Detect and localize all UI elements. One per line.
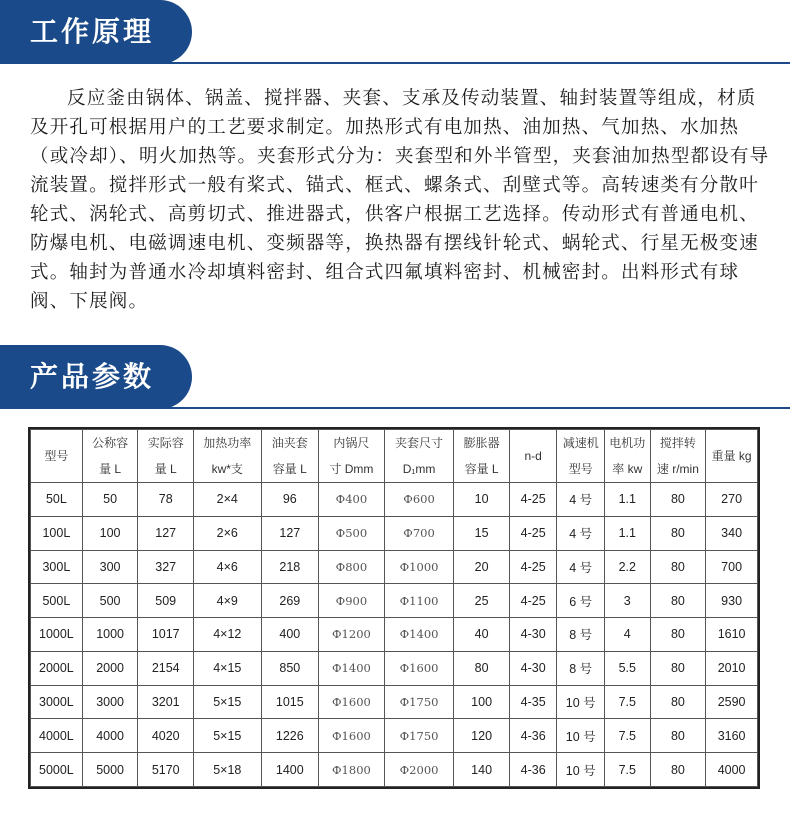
table-row [31,516,758,550]
table-cell: 500 [82,584,138,618]
table-cell: Ф1400 [319,651,385,685]
column-header-line: 型号 [44,449,69,463]
table-cell: 7.5 [604,719,650,753]
table-cell: Ф500 [319,516,385,550]
table-cell: 3000 [82,685,138,719]
table-row [31,753,758,787]
product-params-table [28,427,760,789]
table-row [31,584,758,618]
table-cell: Ф800 [319,550,385,584]
column-header [384,430,454,483]
column-header [604,430,650,483]
table-cell: 2000 [82,651,138,685]
table-cell: 80 [650,685,706,719]
table-row [31,618,758,652]
column-header-line: 电机功 [609,436,646,450]
table-cell: 10 号 [557,753,605,787]
table-cell: 2×4 [194,483,261,517]
table-cell: 80 [650,584,706,618]
table-header-row [31,430,758,483]
table-cell: 127 [261,516,319,550]
column-header [261,430,319,483]
table-cell: 850 [261,651,319,685]
table-cell: 8 号 [557,618,605,652]
column-header [319,430,385,483]
table-row [31,685,758,719]
table-row [31,550,758,584]
table-cell: 270 [706,483,758,517]
table-cell: 4020 [138,719,194,753]
table-cell: 25 [454,584,510,618]
column-header [509,430,557,483]
table-cell: 5000L [31,753,83,787]
table-cell: 400 [261,618,319,652]
table-cell: 140 [454,753,510,787]
table-cell: 7.5 [604,685,650,719]
table-cell: 500L [31,584,83,618]
column-header-line: 搅拌转 [659,436,696,450]
section-header-product-params [0,345,192,409]
table-cell: 2590 [706,685,758,719]
column-header [557,430,605,483]
table-cell: 218 [261,550,319,584]
column-header-line: 速 r/min [656,462,699,476]
table-cell: 100 [454,685,510,719]
table-cell: 2000L [31,651,83,685]
table-cell: 1015 [261,685,319,719]
table-cell: 4000 [82,719,138,753]
column-header [31,430,83,483]
column-header-line: 实际容 [147,436,184,450]
table-cell: 2154 [138,651,194,685]
table-cell: 80 [650,651,706,685]
table-cell: 80 [650,483,706,517]
table-cell: 4-36 [509,719,557,753]
table-cell: 4×12 [194,618,261,652]
section-header-working-principle [0,0,192,64]
table-cell: Ф1750 [384,719,454,753]
table-cell: Ф1100 [384,584,454,618]
column-header [82,430,138,483]
table-cell: Ф1600 [384,651,454,685]
table-cell: 3000L [31,685,83,719]
table-cell: Ф2000 [384,753,454,787]
table-cell: 5×18 [194,753,261,787]
column-header-line: 型号 [568,462,593,476]
table-cell: 4 号 [557,516,605,550]
table-cell: 1.1 [604,516,650,550]
table-cell: 2010 [706,651,758,685]
table-cell: 1610 [706,618,758,652]
column-header-line: 油夹套 [271,436,308,450]
table-cell: 6 号 [557,584,605,618]
table-cell: 5000 [82,753,138,787]
table-cell: 1000 [82,618,138,652]
table-cell: 1.1 [604,483,650,517]
table-cell: 80 [650,719,706,753]
table-cell: 700 [706,550,758,584]
table-cell: 4-25 [509,516,557,550]
column-header-line: 公称容 [92,436,129,450]
table-cell: Ф1800 [319,753,385,787]
table-cell: 4-35 [509,685,557,719]
table-cell: 40 [454,618,510,652]
table-cell: 2.2 [604,550,650,584]
column-header-line: kw*支 [211,462,243,476]
table-cell: 80 [650,618,706,652]
table-cell: 1000L [31,618,83,652]
table-row [31,719,758,753]
table-cell: 4 [604,618,650,652]
column-header-line: 重量 kg [711,449,752,463]
table-cell: 4 号 [557,550,605,584]
table-cell: 10 号 [557,719,605,753]
section-divider [0,62,790,64]
table-cell: 120 [454,719,510,753]
table-cell: 327 [138,550,194,584]
column-header-line: 率 kw [612,462,643,476]
table-cell: 7.5 [604,753,650,787]
column-header-line: 膨胀器 [463,436,500,450]
column-header [706,430,758,483]
table-cell: Ф1600 [319,719,385,753]
table-cell: 78 [138,483,194,517]
table-cell: 1226 [261,719,319,753]
table-cell: 5170 [138,753,194,787]
table-cell: 4×15 [194,651,261,685]
table-cell: 4000 [706,753,758,787]
column-header-line: 减速机 [562,436,599,450]
table-cell: 80 [454,651,510,685]
table-cell: 4×9 [194,584,261,618]
table-cell: Ф1600 [319,685,385,719]
column-header [650,430,706,483]
table-cell: 3 [604,584,650,618]
column-header-line: 加热功率 [203,436,252,450]
table-cell: Ф400 [319,483,385,517]
column-header-line: 寸 Dmm [329,462,374,476]
column-header-line: 量 L [99,462,122,476]
table-cell: 4-30 [509,618,557,652]
table-cell: 4-25 [509,483,557,517]
section-divider [0,407,790,409]
table-cell: 20 [454,550,510,584]
table-cell: 4000L [31,719,83,753]
table-cell: 4-30 [509,651,557,685]
table-cell: 127 [138,516,194,550]
column-header-line: 容量 L [464,462,499,476]
table-cell: 3201 [138,685,194,719]
column-header-line: 量 L [154,462,177,476]
table-cell: 100 [82,516,138,550]
table-cell: 80 [650,550,706,584]
table-cell: 10 号 [557,685,605,719]
table-cell: Ф900 [319,584,385,618]
section-title-working-principle: 工作原理 [30,15,155,48]
column-header [138,430,194,483]
table-cell: 8 号 [557,651,605,685]
column-header [454,430,510,483]
table-cell: Ф1000 [384,550,454,584]
table-cell: 930 [706,584,758,618]
table-row [31,483,758,517]
table-cell: 3160 [706,719,758,753]
column-header-line: n-d [524,449,542,463]
table-cell: 5.5 [604,651,650,685]
table-cell: 340 [706,516,758,550]
table-row [31,651,758,685]
section-title-product-params: 产品参数 [30,360,155,393]
column-header-line: 夹套尺寸 [395,436,444,450]
column-header-line: 内锅尺 [333,436,370,450]
table-cell: 4-36 [509,753,557,787]
table-cell: 80 [650,753,706,787]
table-cell: 4-25 [509,584,557,618]
table-cell: Ф700 [384,516,454,550]
table-cell: 300L [31,550,83,584]
column-header-line: 容量 L [272,462,307,476]
table-cell: 300 [82,550,138,584]
table-cell: 10 [454,483,510,517]
table-cell: 50L [31,483,83,517]
table-cell: 2×6 [194,516,261,550]
column-header-line: D₁mm [402,462,436,476]
table-cell: Ф600 [384,483,454,517]
table-cell: 80 [650,516,706,550]
table-cell: 269 [261,584,319,618]
table-cell: 1400 [261,753,319,787]
table-cell: 4×6 [194,550,261,584]
table-cell: 100L [31,516,83,550]
working-principle-paragraph: 反应釜由锅体、锅盖、搅拌器、夹套、支承及传动装置、轴封装置等组成，材质及开孔可根据用户的工艺要求制定。加热形式有电加热、油加热、气加热、水加热（或冷却）、明火加热等。夹套形式分为：夹套型和外半管型，夹套油加热型都设有导流装置。搅拌形式一般有桨式、锚式、框式、螺条式、刮壁式等。高转速类有分散叶轮式、涡轮式、高剪切式、推进器式，供客户根据工艺选择。传动形式有普通电机、防爆电机、电磁调速电机、变频器等，换热器有摆线针轮式、蜗轮式、行星无极变速式。轴封为普通水冷却填料密封、组合式四氟填料密封、机械密封。出料形式有球阀、下展阀。 [30,88,770,312]
table-cell: 4-25 [509,550,557,584]
table-cell: Ф1750 [384,685,454,719]
table-cell: 5×15 [194,719,261,753]
table-cell: 50 [82,483,138,517]
table-cell: 509 [138,584,194,618]
table-cell: 96 [261,483,319,517]
column-header [194,430,261,483]
table-cell: 1017 [138,618,194,652]
table-cell: Ф1400 [384,618,454,652]
table-cell: 5×15 [194,685,261,719]
table-cell: 15 [454,516,510,550]
table-cell: Ф1200 [319,618,385,652]
table-cell: 4 号 [557,483,605,517]
